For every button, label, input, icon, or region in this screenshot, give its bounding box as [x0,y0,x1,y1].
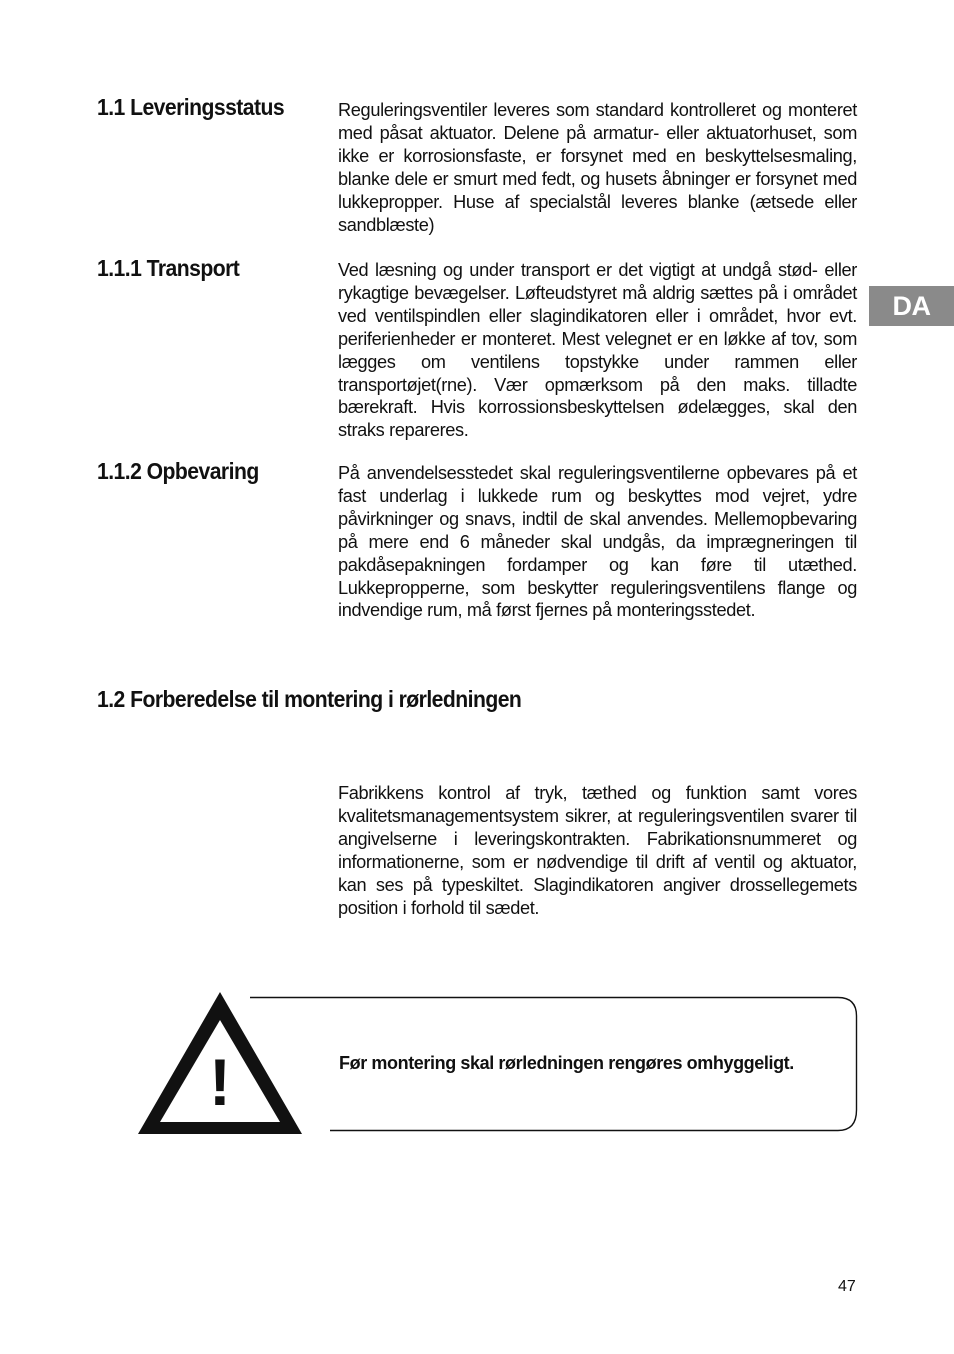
paragraph-forberedelse: Fabrikkens kontrol af tryk, tæthed og funktion samt vores kvalitetsmanagementsystem sikrer, at reguleringsventilen svarer til angivelserne i leveringskontrakten. Fabrikationsnummeret og informationerne, som er nødvendige til drift af ventil og aktuator, kan ses på typeskiltet. Slagindikatoren angiver drossellegemets position i forhold til sædet. [338,783,857,918]
paragraph-opbevaring: På anvendelsesstedet skal reguleringsventilerne opbevares på et fast underlag i lukkede rum og beskyttes mod vejret, ydre påvirkninger og snavs, indtil de skal anvendes. Mellemopbevaring på mere end 6 måneder skal undgås, da imprægneringen til pakdåsepakningen fordamper og kan føre til utæthed. Lukkepropperne, som beskytter reguleringsventilens flange og indvendige rum, må først fjernes på monteringsstedet. [338,463,857,621]
paragraph-transport: Ved læsning og under transport er det vigtigt at undgå stød- eller rykagtige bevægelser. Løfteudstyret må aldrig sættes på i området ved ventilspindlen eller slagindikatoren eller i området, hvor evt. periferienheder er monteret. Mest velegnet er en løkke af tov, som lægges om ventilens topstykke under rammen eller transportøjet(rne). Vær opmærksom på den maks. tilladte bærekraft. Hvis korrossionsbeskyttelsen ødelægges, skal den straks repareres. [338,260,857,441]
paragraph-leveringsstatus: Reguleringsventiler leveres som standard kontrolleret og monteret med påsat aktuator. Delene på armatur- eller aktuatorhuset, som ikke er korrosionsfaste, er forsynet med en beskyttelsesmaling, blanke dele er smurt med fedt, og husets åbninger er forsynet med lukkepropper. Huse af specialstål leveres blanke (ætsede eller sandblæste) [338,100,857,235]
warning-exclamation: ! [209,1045,231,1119]
page-number: 47 [838,1278,856,1295]
warning-box [250,996,858,1132]
heading-opbevaring: 1.1.2 Opbevaring [97,458,259,484]
heading-leveringsstatus: 1.1 Leveringsstatus [97,94,285,120]
heading-transport: 1.1.1 Transport [97,255,240,281]
heading-forberedelse: 1.2 Forberedelse til montering i rørledningen [97,686,522,712]
warning-text: Før montering skal rørledningen rengøres omhyggeligt. [339,1053,794,1073]
language-tab: DA [869,286,954,326]
